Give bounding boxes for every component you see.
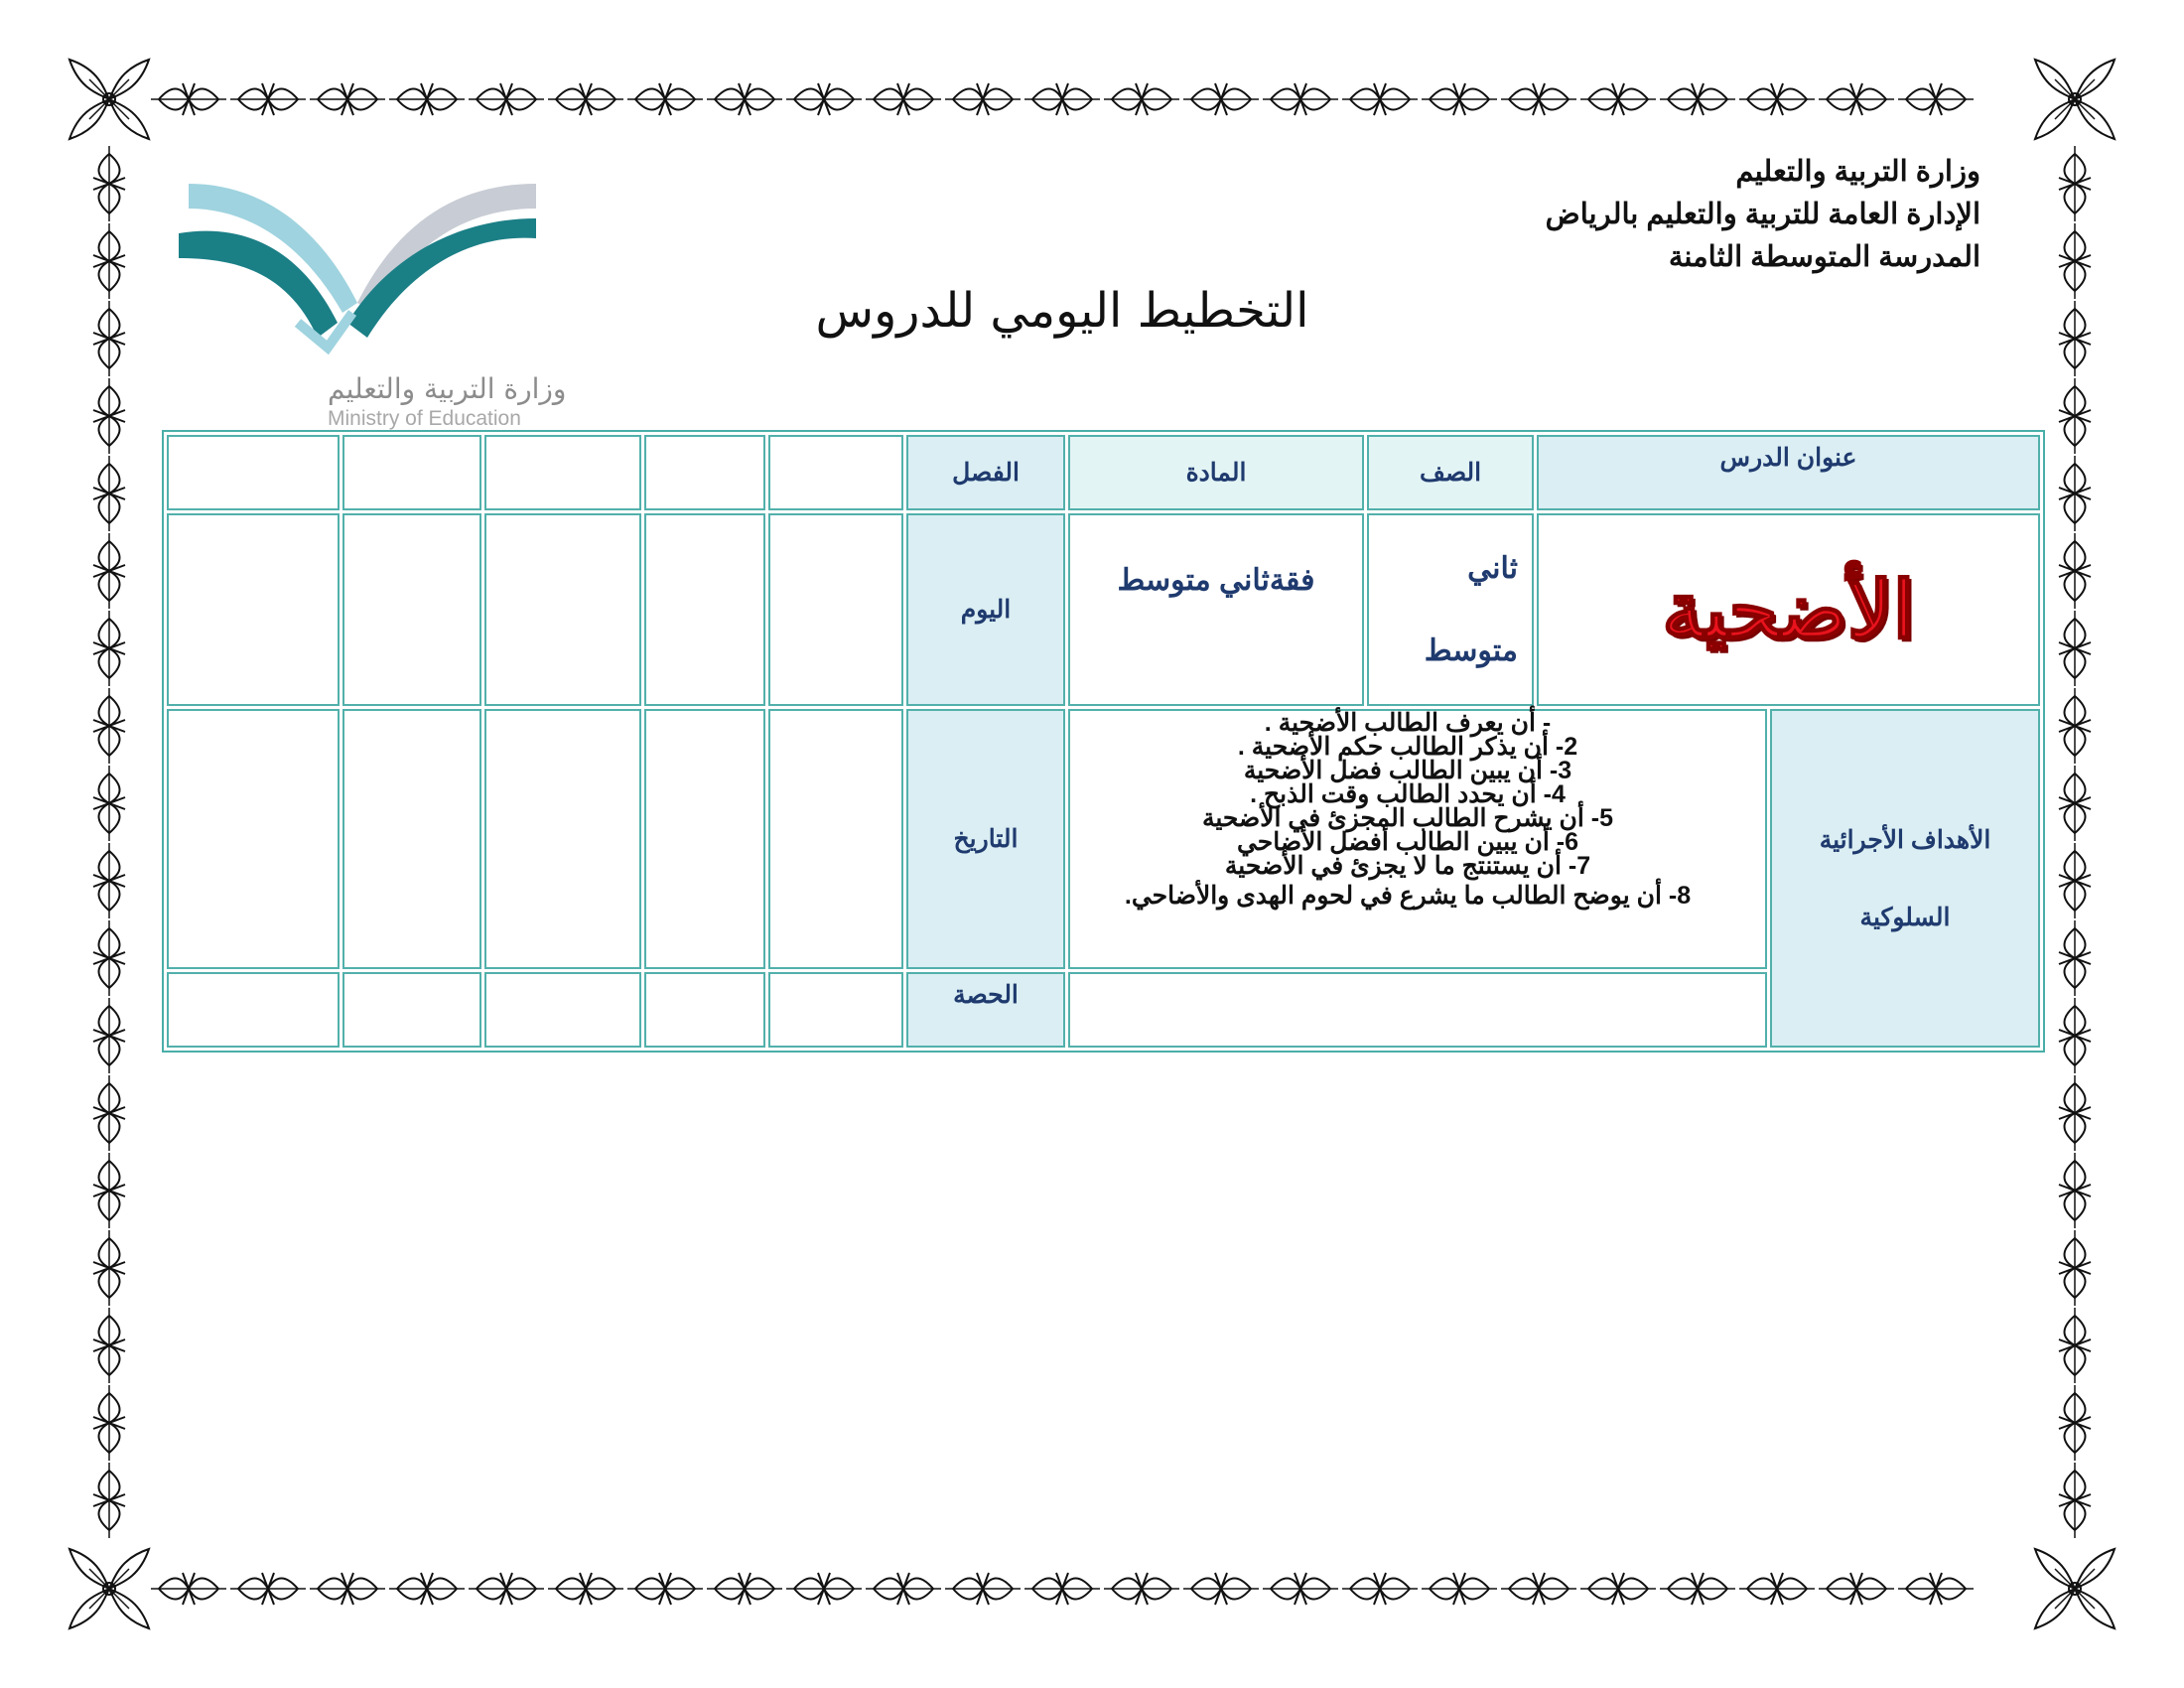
blank-cell[interactable]	[342, 972, 481, 1048]
blank-cell[interactable]	[644, 709, 765, 969]
page-title: التخطيط اليومي للدروس	[815, 283, 1309, 339]
subject-label: المادة	[1068, 435, 1364, 510]
blank-cell[interactable]	[644, 513, 765, 706]
lesson-title-text: الأضحية	[1662, 565, 1915, 654]
blank-cell[interactable]	[167, 435, 340, 510]
day-label: اليوم	[906, 513, 1065, 706]
objectives-label	[1770, 709, 2040, 1048]
grade-label: الصف	[1367, 435, 1534, 510]
objective-item: 8- أن يوضح الطالب ما يشرع في لحوم الهدى والأضاحي.	[1124, 882, 1692, 910]
blank-cell[interactable]	[644, 972, 765, 1048]
objective-item: 5- أن يشرح الطالب المجزئ في الأضحية	[1201, 804, 1614, 832]
lesson-plan-table	[162, 430, 2045, 1053]
blank-cell[interactable]	[167, 972, 340, 1048]
blank-cell[interactable]	[342, 709, 481, 969]
lesson-title-value	[1537, 513, 2040, 706]
blank-cell[interactable]	[167, 709, 340, 969]
grade-value	[1367, 513, 1534, 706]
logo-english-text: Ministry of Education	[328, 407, 521, 430]
period-label: الحصة	[906, 972, 1065, 1048]
blank-cell[interactable]	[342, 435, 481, 510]
logo-arabic-text: وزارة التربية والتعليم	[328, 372, 567, 405]
blank-cell[interactable]	[484, 972, 641, 1048]
objective-item: - أن يعرف الطالب الأضحية .	[1264, 709, 1552, 737]
lesson-title-label: عنوان الدرس	[1537, 435, 2040, 510]
objectives-label-line2: السلوكية	[1859, 903, 1951, 931]
objectives-list	[1068, 709, 1767, 969]
blank-cell[interactable]	[484, 435, 641, 510]
period-blank-cell[interactable]	[1068, 972, 1767, 1048]
objective-item: 6- أن يبين الطالب أفضل الأضاحي	[1236, 828, 1579, 856]
grade-value-line2: متوسط	[1424, 634, 1518, 667]
objective-item: 3- أن يبين الطالب فضل الأضحية	[1243, 757, 1572, 784]
directorate-name: الإدارة العامة للتربية والتعليم بالرياض	[1545, 199, 1980, 230]
class-label: الفصل	[906, 435, 1065, 510]
document-header	[1546, 151, 1980, 279]
date-label: التاريخ	[906, 709, 1065, 969]
ministry-name: وزارة التربية والتعليم	[1735, 156, 1980, 188]
objective-item: 2- أن يذكر الطالب حكم الأضحية .	[1237, 733, 1578, 761]
blank-cell[interactable]	[768, 972, 903, 1048]
objective-item: 4- أن يحدد الطالب وقت الذبح .	[1250, 780, 1566, 808]
blank-cell[interactable]	[342, 513, 481, 706]
objectives-label-line1: الأهداف الأجرائية	[1819, 825, 1991, 854]
blank-cell[interactable]	[484, 709, 641, 969]
blank-cell[interactable]	[644, 435, 765, 510]
grade-value-line1: ثاني	[1467, 552, 1518, 585]
blank-cell[interactable]	[768, 709, 903, 969]
blank-cell[interactable]	[484, 513, 641, 706]
school-name: المدرسة المتوسطة الثامنة	[1668, 241, 1980, 273]
blank-cell[interactable]	[167, 513, 340, 706]
subject-value: فقةثاني متوسط	[1068, 513, 1364, 706]
blank-cell[interactable]	[768, 435, 903, 510]
objective-item: 7- أن يستنتج ما لا يجزئ في الأضحية	[1224, 852, 1591, 880]
blank-cell[interactable]	[768, 513, 903, 706]
